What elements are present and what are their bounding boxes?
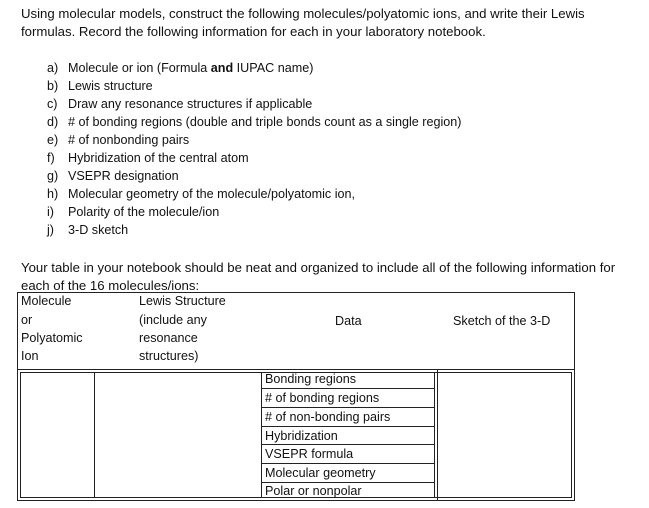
list-item: f) Hybridization of the central atom bbox=[47, 151, 249, 165]
list-marker: h) bbox=[47, 187, 59, 201]
list-item: b) Lewis structure bbox=[47, 79, 153, 93]
list-marker: d) bbox=[47, 115, 59, 129]
table-instructions bbox=[21, 259, 646, 294]
header-polyatomic: Polyatomic bbox=[21, 331, 83, 345]
list-marker: b) bbox=[47, 79, 59, 93]
list-marker: i) bbox=[47, 205, 54, 219]
header-or: or bbox=[21, 313, 33, 327]
instructions-line-1: Using molecular models, construct the following molecules/polyatomic ions, and write their Lewis bbox=[21, 6, 585, 21]
list-marker: c) bbox=[47, 97, 58, 111]
instructions-line-2: formulas. Record the following information for each in your laboratory notebook. bbox=[21, 23, 486, 39]
header-data: Data bbox=[335, 314, 362, 328]
header-resonance: resonance bbox=[139, 331, 198, 345]
list-marker: e) bbox=[47, 133, 59, 147]
instructions-paragraph bbox=[21, 5, 641, 40]
header-lewis-structure: Lewis Structure bbox=[139, 294, 226, 308]
table-instructions-line-1: Your table in your notebook should be neat and organized to include all of the following information for bbox=[21, 260, 616, 275]
bold-and: and bbox=[210, 61, 234, 75]
header-include-any: (include any bbox=[139, 313, 207, 327]
header-structures: structures) bbox=[139, 349, 199, 363]
list-item: j) 3-D sketch bbox=[47, 223, 129, 237]
list-item: d) # of bonding regions (double and triple bonds count as a single region) bbox=[47, 115, 462, 129]
data-cell-vsepr-formula: VSEPR formula bbox=[265, 447, 354, 461]
list-item: c) Draw any resonance structures if applicable bbox=[47, 97, 313, 111]
list-marker: j) bbox=[47, 223, 54, 237]
list-marker: g) bbox=[47, 169, 59, 183]
list-item: e) # of nonbonding pairs bbox=[47, 133, 190, 147]
record-items-list bbox=[47, 59, 461, 239]
list-item: g) VSEPR designation bbox=[47, 169, 179, 183]
data-cell-hybridization: Hybridization bbox=[265, 429, 338, 443]
list-marker: a) bbox=[47, 61, 59, 75]
list-item: h) Molecular geometry of the molecule/polyatomic ion, bbox=[47, 187, 355, 201]
data-cell-polar-nonpolar: Polar or nonpolar bbox=[265, 484, 362, 498]
header-molecule: Molecule bbox=[21, 294, 72, 308]
header-ion: Ion bbox=[21, 349, 39, 363]
data-cell-bonding-regions: Bonding regions bbox=[265, 372, 357, 386]
table-instructions-line-2: each of the 16 molecules/ions: bbox=[21, 277, 200, 293]
data-cell-molecular-geometry: Molecular geometry bbox=[265, 466, 376, 480]
data-cell-num-bonding-regions: # of bonding regions bbox=[265, 391, 380, 405]
header-sketch: Sketch of the 3-D bbox=[453, 314, 551, 328]
list-marker: f) bbox=[47, 151, 55, 165]
list-item: i) Polarity of the molecule/ion bbox=[47, 205, 220, 219]
list-item: a) Molecule or ion (Formula and IUPAC name) bbox=[47, 61, 314, 75]
data-cell-num-nonbonding-pairs: # of non-bonding pairs bbox=[265, 410, 391, 424]
